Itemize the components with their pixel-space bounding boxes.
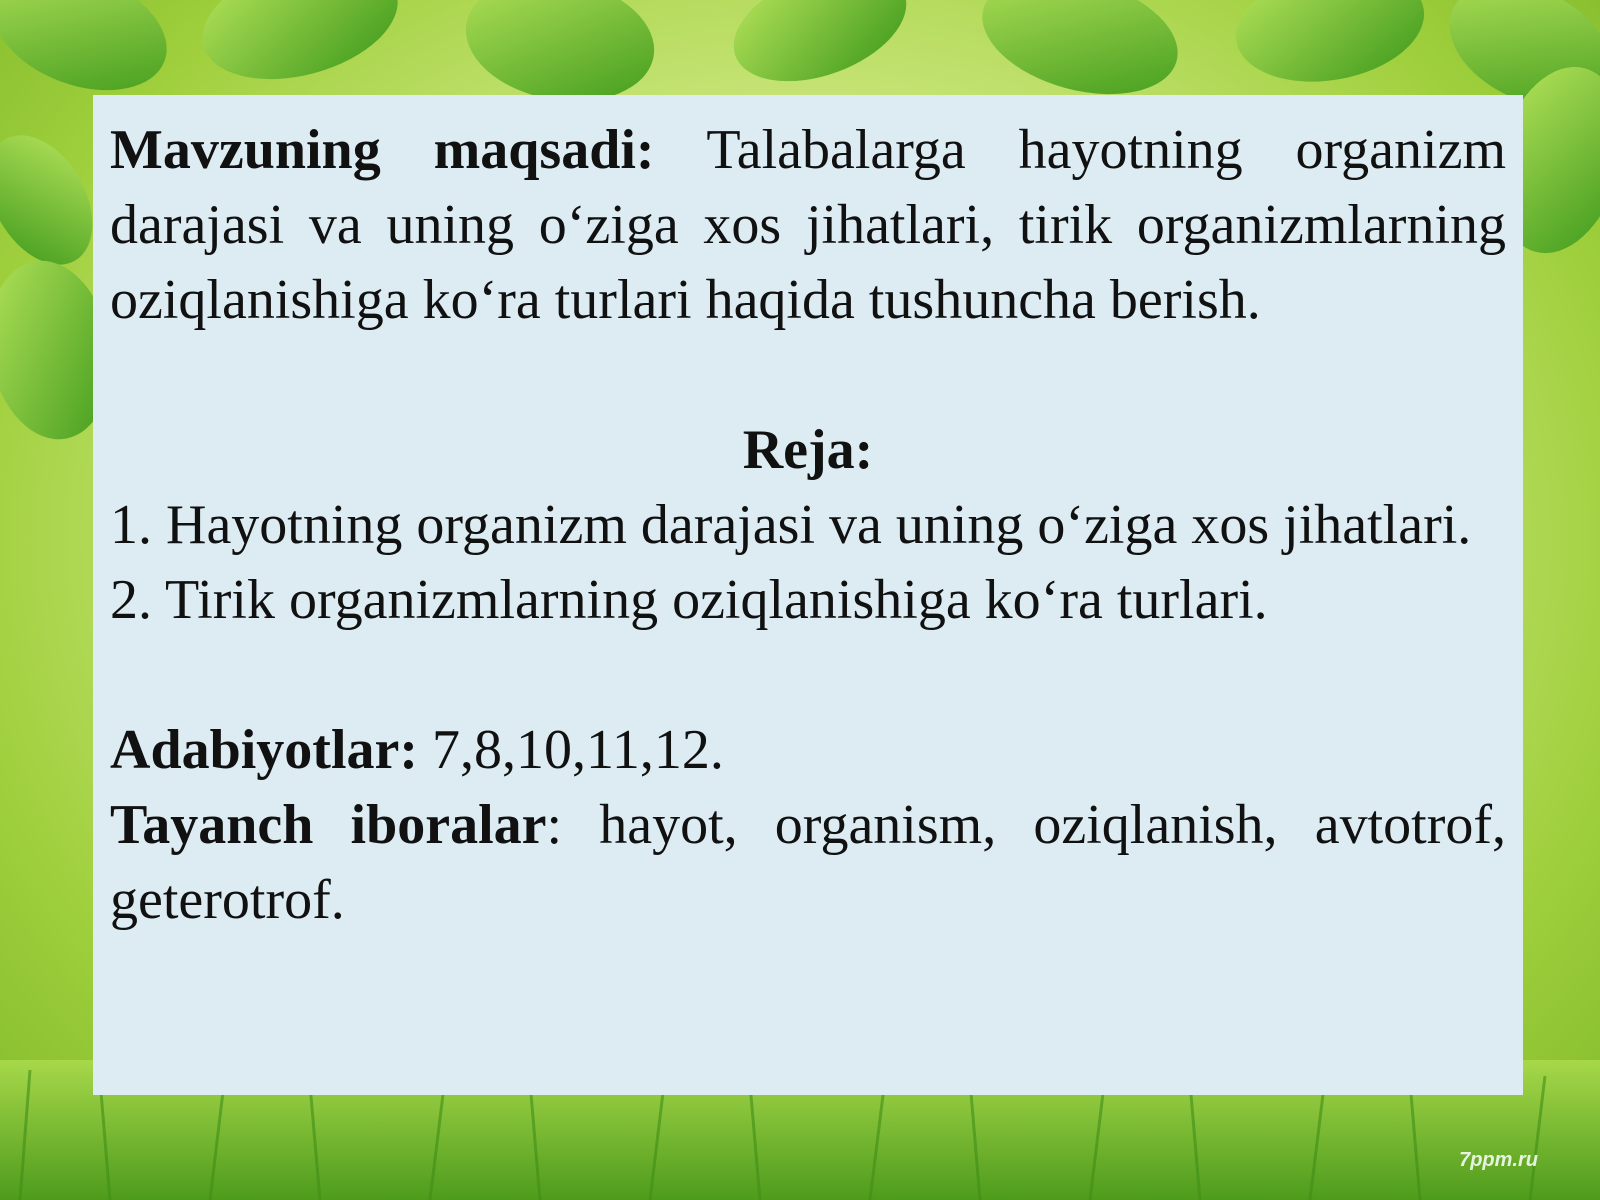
plan-item-2: 2. Tirik organizmlarning oziqlanishiga ko‘ra turlari. — [110, 569, 1268, 631]
objective-label: Mavzuning maqsadi: — [110, 119, 655, 181]
keywords-label: Tayanch iboralar — [110, 794, 547, 856]
literature-label: Adabiyotlar: — [110, 719, 418, 781]
objective-paragraph — [110, 113, 1506, 338]
keywords-paragraph — [110, 788, 1506, 938]
literature-paragraph — [110, 713, 1506, 788]
spacer — [110, 338, 1506, 413]
plan-item-1: 1. Hayotning organizm darajasi va uning o‘ziga xos jihatlari. — [110, 494, 1472, 556]
content-panel — [93, 95, 1523, 1095]
objective-text: Talabalarga hayotning organizm darajasi va uning o‘ziga xos jihatlari, tirik organizmlarning oziqlanishiga ko‘ra turlari haqida tushuncha berish. — [110, 119, 1506, 331]
keywords-text: : hayot, organism, oziqlanish, avtotrof, geterotrof. — [110, 794, 1506, 931]
watermark: 7ppm.ru — [1459, 1149, 1538, 1171]
spacer — [110, 638, 1506, 713]
plan-title: Reja: — [742, 419, 874, 481]
literature-text: 7,8,10,11,12. — [418, 719, 724, 781]
